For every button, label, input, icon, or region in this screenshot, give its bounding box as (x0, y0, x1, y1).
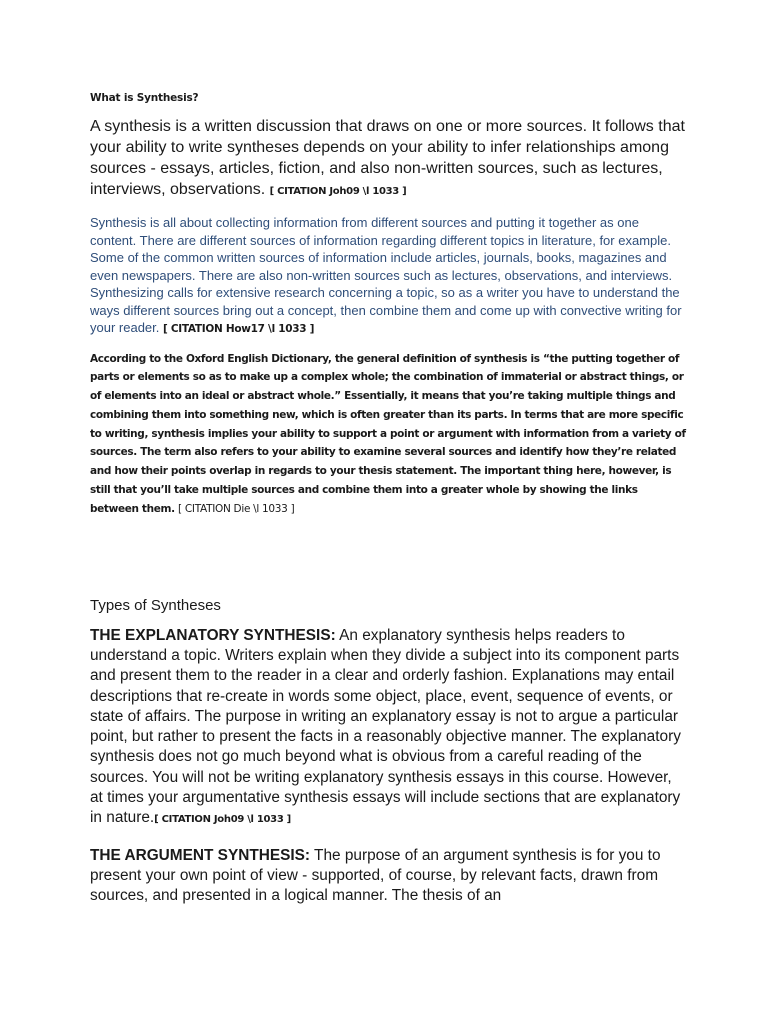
oxford-paragraph-text: According to the Oxford English Dictionary, the general definition of synthesis is “the putting together of parts or elements so as to make up a complex whole; the combination of immaterial or abstract things, or of elements into an ideal or abstract whole.” Essentially, it means that you’re taking multiple things and combining them into something new, which is often greater than its parts. In terms that are more specific to writing, synthesis implies your ability to support a point or argument with information from a variety of sources. The term also refers to your ability to examine several sources and identify how they’re related and how their points overlap in regards to your thesis statement. The important thing here, however, is still that you’ll take multiple sources and combine them into a greater whole by showing the links between them. (90, 352, 686, 515)
page-title: What is Synthesis? (90, 92, 199, 104)
argument-lead: THE ARGUMENT SYNTHESIS: (90, 846, 311, 864)
explanatory-lead: THE EXPLANATORY SYNTHESIS: (90, 626, 336, 644)
intro-citation: [ CITATION Joh09 \l 1033 ] (269, 186, 407, 197)
section-heading-types: Types of Syntheses (90, 596, 221, 614)
oxford-paragraph-citation: [ CITATION Die \l 1033 ] (178, 502, 295, 515)
argument-paragraph (90, 846, 688, 907)
explanatory-citation: [ CITATION Joh09 \l 1033 ] (154, 814, 291, 826)
blue-paragraph (90, 214, 688, 339)
document-page (90, 92, 688, 922)
blue-paragraph-citation: [ CITATION How17 \l 1033 ] (163, 323, 315, 335)
explanatory-text: An explanatory synthesis helps readers to understand a topic. Writers explain when they divide a subject into its component parts and present them to the reader in a clear and orderly fashion. Explanations may entail descriptions that re-create in words some object, place, event, sequence of events, or state of affairs. The purpose in writing an explanatory essay is not to argue a particular point, but rather to present the facts in a reasonably objective manner. The explanatory synthesis does not go much beyond what is obvious from a careful reading of the sources. You will not be writing explanatory synthesis essays in this course. However, at times your argumentative synthesis essays will include sections that are explanatory in nature. (90, 626, 681, 827)
argument-text: The purpose of an argument synthesis is for you to present your own point of view - supported, of course, by relevant facts, drawn from sources, and presented in a logical manner. The thesis of an (90, 846, 661, 905)
intro-text: A synthesis is a written discussion that draws on one or more sources. It follows that your ability to write syntheses depends on your ability to infer relationships among sources - essays, articles, fiction, and also non-written sources, such as lectures, interviews, observations. (90, 118, 685, 198)
explanatory-paragraph (90, 626, 688, 831)
intro-paragraph (90, 116, 688, 202)
oxford-paragraph (90, 350, 688, 519)
blue-paragraph-text: Synthesis is all about collecting information from different sources and putting it together as one content. There are different sources of information regarding different topics in literature, for example. Some of the common written sources of information include articles, journals, books, magazines and even newspapers. There are also non-written sources such as lectures, observations, and interviews. Synthesizing calls for extensive research concerning a topic, so as a writer you have to understand the ways different sources bring out a concept, then combine them and come up with convective writing for your reader. (90, 215, 682, 335)
